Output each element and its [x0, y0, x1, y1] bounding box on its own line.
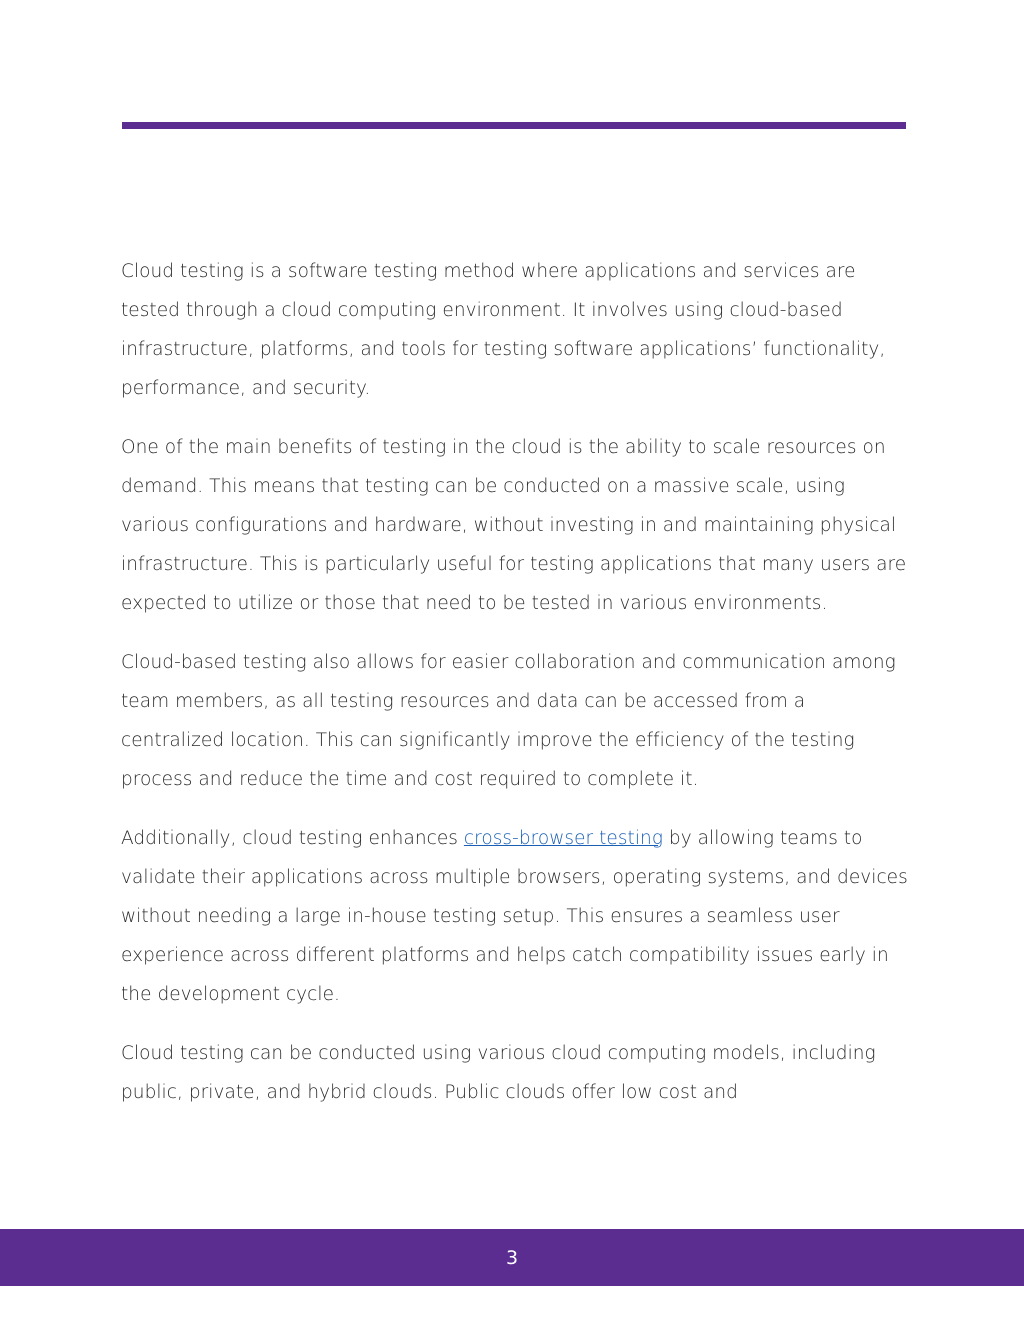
page-number: 3: [505, 1246, 519, 1269]
cross-browser-testing-link[interactable]: cross-browser testing: [463, 828, 663, 849]
paragraph-text-before-link: Additionally, cloud testing enhances: [121, 828, 464, 849]
document-body: [121, 252, 911, 1132]
paragraph-text-after-link: by allowing teams to validate their applications across multiple browsers, operating systems, and devices without needing a large in-house testing setup. This ensures a seamless user experience across different platforms and helps catch compatibility issues early in the development cycle.: [121, 828, 908, 1005]
paragraph-cloud-models: Cloud testing can be conducted using various cloud computing models, including public, private, and hybrid clouds. Public clouds offer low cost and: [121, 1043, 876, 1103]
paragraph-cross-browser: [121, 819, 911, 1014]
page-footer: [0, 1229, 1024, 1286]
paragraph-collaboration: Cloud-based testing also allows for easier collaboration and communication among team members, as all testing resources and data can be accessed from a centralized location. This can significantly improve the efficiency of the testing process and reduce the time and cost required to complete it.: [121, 652, 896, 790]
paragraph-scaling: One of the main benefits of testing in the cloud is the ability to scale resources on demand. This means that testing can be conducted on a massive scale, using various configurations and hardware, without investing in and maintaining physical infrastructure. This is particularly useful for testing applications that many users are expected to utilize or those that need to be tested in various environments.: [121, 437, 907, 614]
header-rule: [122, 122, 906, 129]
paragraph-intro: Cloud testing is a software testing method where applications and services are tested through a cloud computing environment. It involves using cloud-based infrastructure, platforms, and tools for testing software applications’ functionality, performance, and security.: [121, 261, 886, 399]
